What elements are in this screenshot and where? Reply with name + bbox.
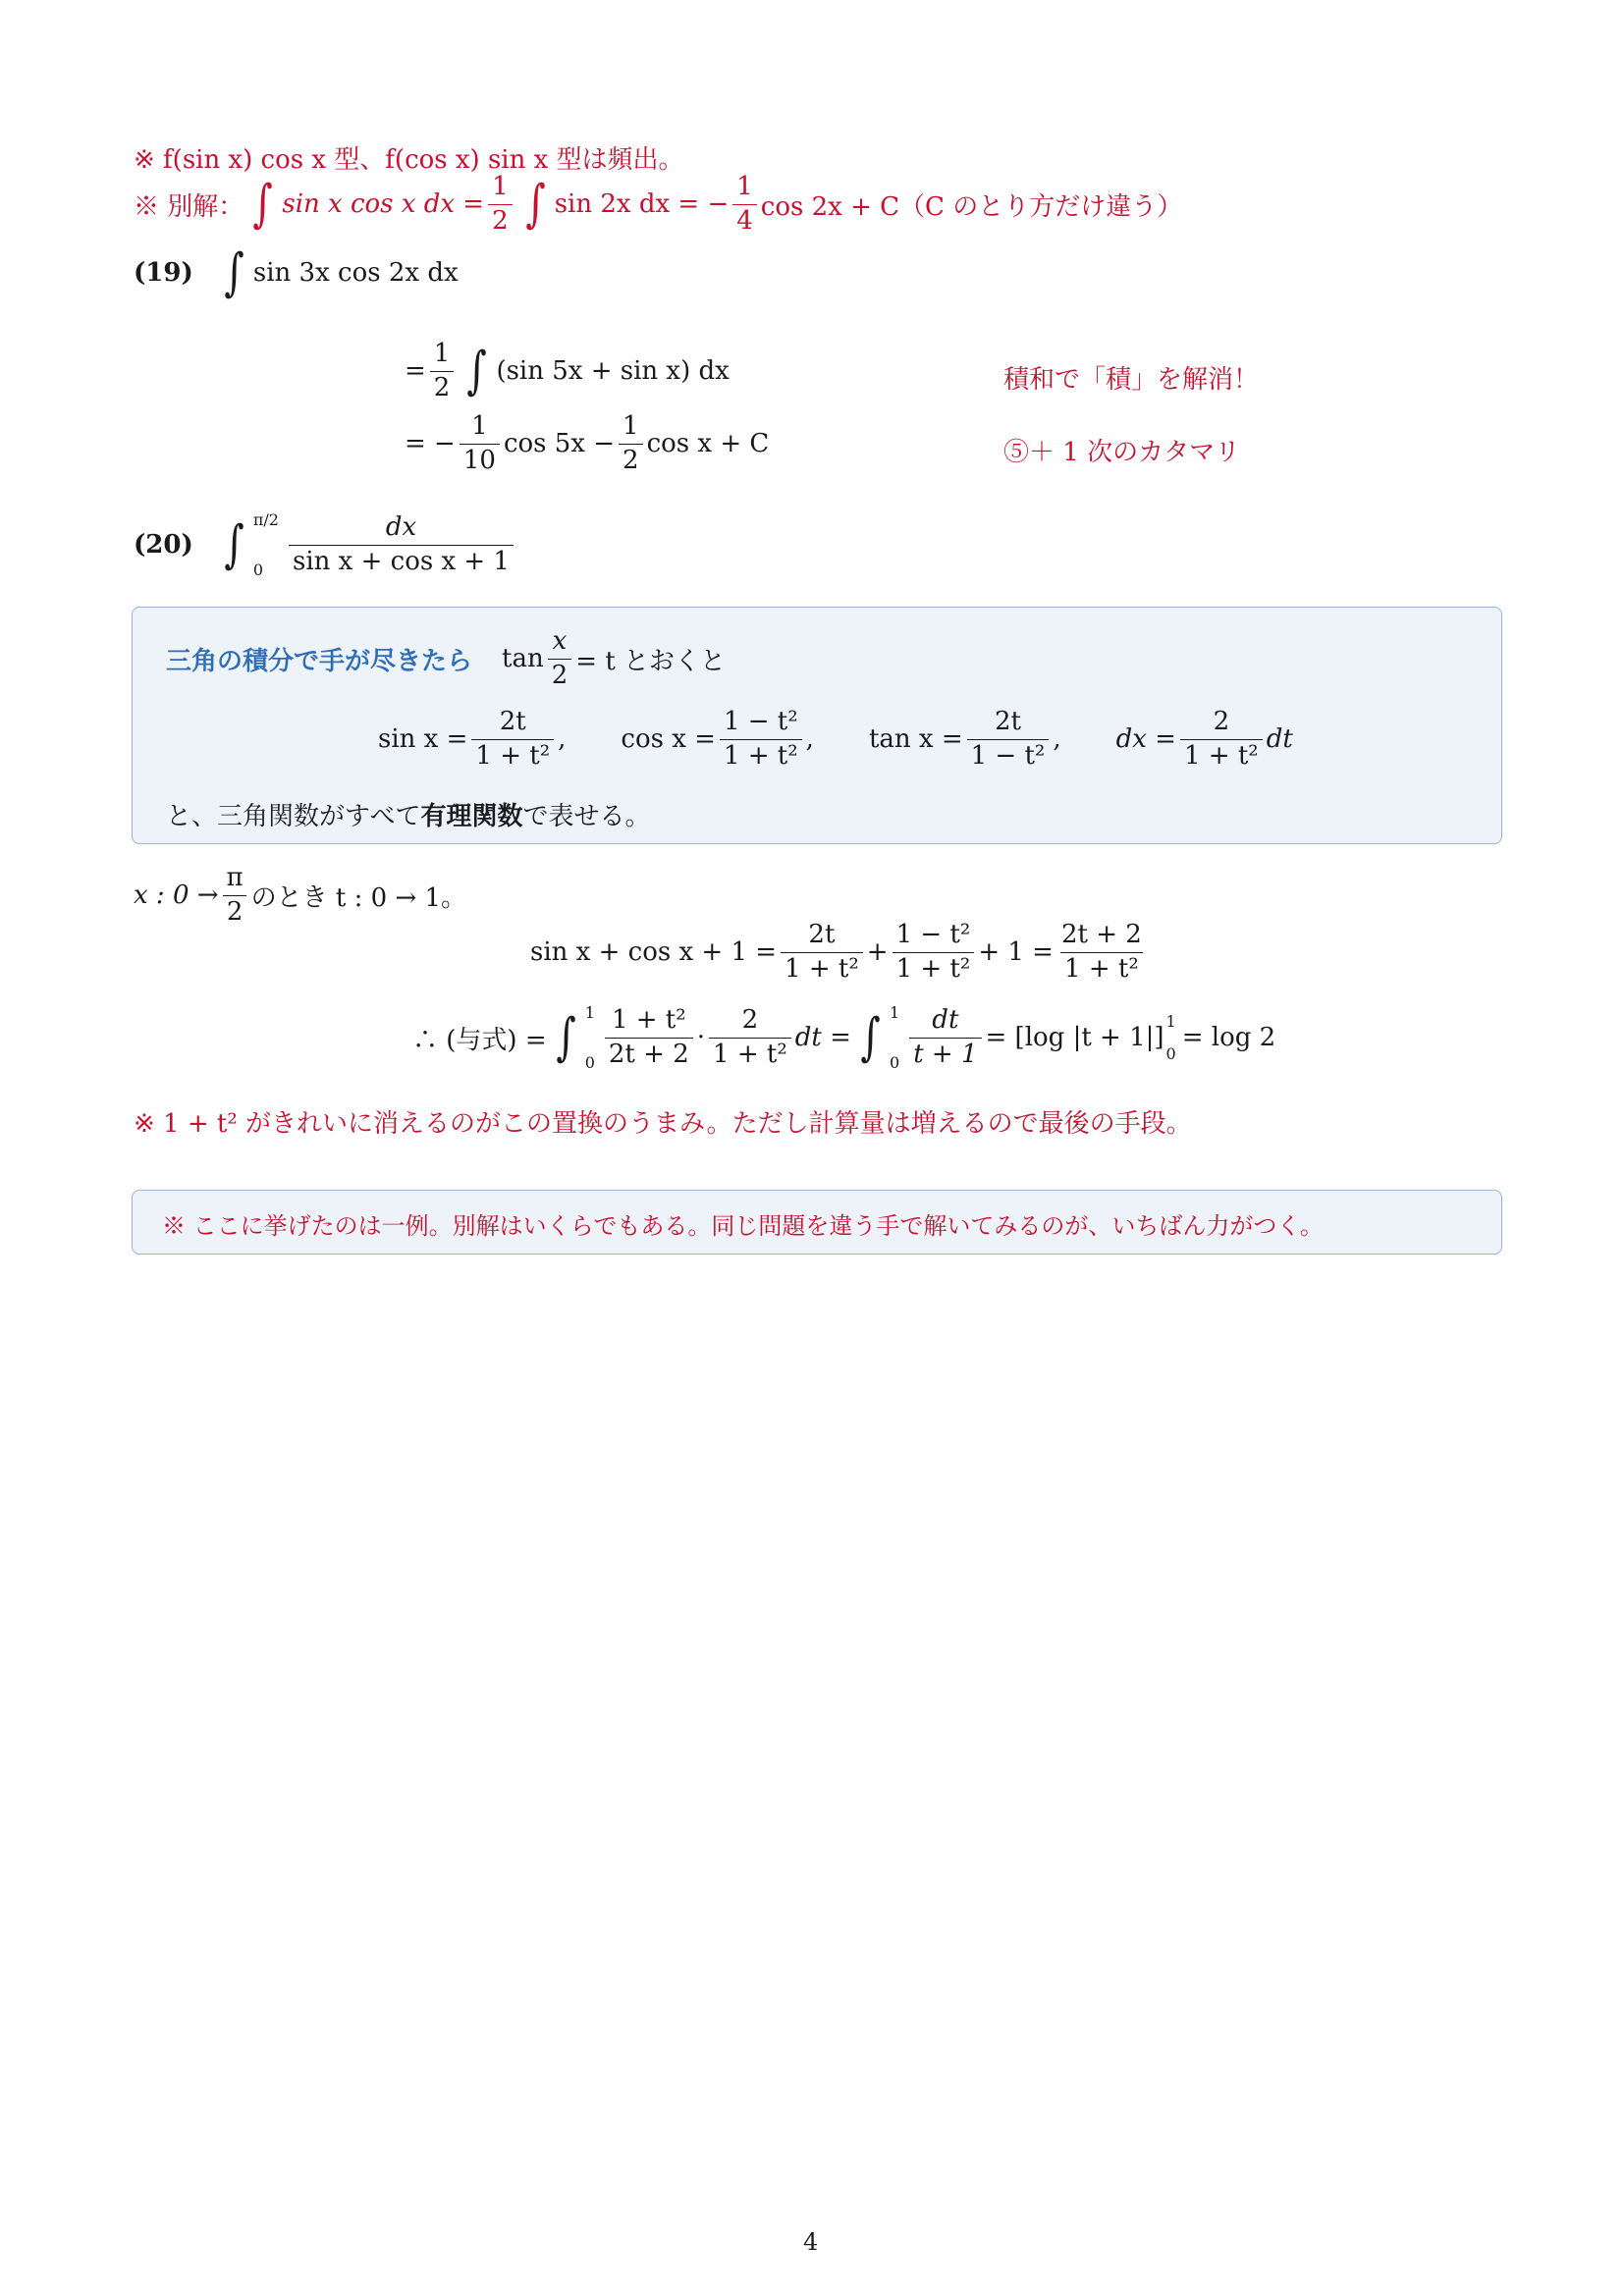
frac-den: 1 + t² bbox=[709, 1038, 791, 1070]
problem-19-step1 bbox=[405, 340, 730, 403]
range-suffix: のとき t : 0 → 1。 bbox=[250, 882, 467, 913]
eq1-frac3 bbox=[1057, 921, 1146, 985]
frac-num: 1 bbox=[433, 339, 451, 368]
step1-frac bbox=[430, 340, 455, 403]
eq2-limits-1 bbox=[585, 1003, 595, 1072]
problem-20-limits bbox=[253, 510, 279, 579]
problem-19-heading bbox=[134, 243, 459, 302]
frac-den: sin x + cos x + 1 bbox=[289, 545, 514, 577]
frac-den: 1 + t² bbox=[781, 952, 863, 985]
frac-den: 4 bbox=[732, 204, 757, 237]
frac-num: 1 + t² bbox=[611, 1004, 686, 1035]
frac-num: 2t bbox=[808, 920, 836, 949]
eq2-limits-3 bbox=[1166, 1012, 1176, 1063]
integral-sign-icon: ∫ bbox=[224, 515, 244, 574]
eq2-dt: dt = bbox=[794, 1023, 851, 1052]
frac-den: 1 + t² bbox=[1060, 952, 1143, 985]
frac-den: 1 + t² bbox=[720, 739, 802, 772]
note-frequent-forms bbox=[134, 139, 684, 176]
eq1-plus: + bbox=[866, 937, 889, 968]
note-frequent-forms-text: ※ f(sin x) cos x 型、f(cos x) sin x 型は頻出。 bbox=[134, 145, 684, 175]
step2-frac2 bbox=[619, 412, 643, 476]
step2-note: ⑤＋ 1 次のカタマリ bbox=[1003, 438, 1241, 467]
eq1-lhs: sin x + cos x + 1 = bbox=[530, 937, 778, 968]
frac-num: π bbox=[226, 863, 244, 892]
range-prefix: x : 0 → bbox=[134, 881, 219, 911]
upper-limit: 1 bbox=[1165, 1012, 1176, 1031]
frac-den: t + 1 bbox=[909, 1038, 981, 1070]
frac-den: 1 + t² bbox=[893, 952, 975, 985]
lower-limit: 0 bbox=[584, 1053, 595, 1072]
eq2-frac1 bbox=[605, 1006, 693, 1070]
step2-tail: cos x + C bbox=[646, 429, 770, 459]
tip-title-row bbox=[166, 627, 726, 691]
integral-sign-icon: ∫ bbox=[555, 1008, 576, 1067]
note-alternative-solution bbox=[134, 173, 1182, 237]
step2-eq: = − bbox=[405, 429, 456, 459]
problem-19-integrand: sin 3x cos 2x dx bbox=[252, 258, 459, 288]
frac-den: 1 − t² bbox=[967, 739, 1050, 772]
lower-limit: 0 bbox=[1165, 1044, 1176, 1063]
frac-num: 1 bbox=[471, 411, 488, 441]
solution-eq2 bbox=[412, 1003, 1275, 1072]
frac-num: 1 − t² bbox=[895, 920, 971, 949]
frac-num: 2 bbox=[741, 1004, 759, 1035]
upper-limit: π/2 bbox=[252, 510, 279, 529]
integral-sign-icon: ∫ bbox=[466, 342, 488, 401]
frac-den: 2t + 2 bbox=[605, 1038, 693, 1070]
dx-tail: dt bbox=[1266, 724, 1293, 755]
frac-num: 2t + 2 bbox=[1060, 920, 1142, 949]
eq1-plus1: + 1 = bbox=[978, 937, 1054, 968]
upper-limit: 1 bbox=[890, 1003, 900, 1022]
frac-den: 10 bbox=[460, 444, 500, 476]
eq1-frac1 bbox=[781, 921, 863, 985]
integral-sign-icon: ∫ bbox=[524, 175, 546, 235]
dx-label: dx = bbox=[1115, 724, 1176, 755]
lower-limit: 0 bbox=[890, 1053, 900, 1072]
frac-den: 2 bbox=[548, 659, 572, 691]
note-alt-prefix: ※ 別解： bbox=[134, 191, 244, 222]
footer-note-box bbox=[132, 1190, 1502, 1255]
tip-conclusion bbox=[166, 796, 651, 832]
solution-eq1 bbox=[530, 921, 1150, 985]
eq1-frac2 bbox=[893, 921, 975, 985]
solution-range bbox=[134, 864, 466, 928]
step2-frac1 bbox=[460, 412, 500, 476]
frac-num: 2 bbox=[1213, 707, 1230, 736]
frac-num: dt bbox=[932, 1004, 959, 1035]
comma: , bbox=[805, 724, 814, 755]
step2-mid: cos 5x − bbox=[503, 429, 616, 459]
frac-num: 2t bbox=[994, 707, 1021, 736]
step1-eq: = bbox=[405, 356, 426, 387]
frac-den: 2 bbox=[430, 371, 455, 403]
cos-frac bbox=[720, 708, 802, 772]
page-number: 4 bbox=[803, 2228, 819, 2256]
dx-frac bbox=[1180, 708, 1263, 772]
frac-num: x bbox=[552, 626, 568, 656]
note-alt-quarter bbox=[732, 173, 757, 237]
step1-body: (sin 5x + sin x) dx bbox=[496, 356, 730, 387]
frac-num: 1 bbox=[623, 411, 639, 441]
frac-den: 2 bbox=[619, 444, 643, 476]
integral-sign-icon: ∫ bbox=[224, 243, 244, 302]
eq2-result: = log 2 bbox=[1181, 1023, 1276, 1052]
solution-note: ※ 1 + t² がきれいに消えるのがこの置換のうまみ。ただし計算量は増えるので最後の手段。 bbox=[134, 1109, 1192, 1139]
lower-limit: 0 bbox=[252, 561, 264, 579]
tip-box bbox=[132, 607, 1502, 844]
subst-prefix: tan bbox=[502, 644, 544, 674]
tan-label: tan x = bbox=[868, 724, 963, 755]
frac-den: 1 + t² bbox=[471, 739, 554, 772]
sin-frac bbox=[471, 708, 554, 772]
subst-suffix: = t とおくと bbox=[575, 646, 727, 676]
frac-num: 1 bbox=[736, 172, 753, 201]
frac-den: 2 bbox=[223, 895, 247, 928]
frac-num: 1 bbox=[492, 172, 509, 201]
eq2-prefix: ∴ (与式) = bbox=[412, 1025, 547, 1055]
eq2-limits-2 bbox=[890, 1003, 899, 1072]
sin-label: sin x = bbox=[378, 724, 468, 755]
conclusion-pre: と、三角関数がすべて bbox=[166, 802, 421, 831]
note-alt-expr: sin x cos x dx = bbox=[282, 189, 485, 220]
frac-den: 1 + t² bbox=[1180, 739, 1263, 772]
range-frac bbox=[223, 864, 247, 928]
eq2-frac2 bbox=[709, 1006, 791, 1070]
frac-num: 2t bbox=[499, 707, 526, 736]
problem-20-heading bbox=[134, 510, 517, 579]
integral-sign-icon: ∫ bbox=[860, 1008, 881, 1067]
problem-20-integrand bbox=[289, 513, 514, 577]
eq2-dot: · bbox=[696, 1023, 706, 1052]
subst-frac bbox=[548, 627, 572, 691]
note-alt-half bbox=[488, 173, 513, 237]
problem-19-step2 bbox=[405, 412, 769, 476]
comma: , bbox=[558, 724, 567, 755]
note-alt-tail: cos 2x + C（C のとり方だけ違う） bbox=[760, 191, 1183, 222]
frac-den: 2 bbox=[488, 204, 513, 237]
frac-num: 1 − t² bbox=[723, 707, 798, 736]
integral-sign-icon: ∫ bbox=[252, 175, 273, 235]
eq2-bracket: = [log |t + 1|] bbox=[985, 1023, 1164, 1052]
conclusion-post: で表せる。 bbox=[522, 802, 651, 831]
cos-label: cos x = bbox=[621, 724, 716, 755]
footer-note-text: ※ ここに挙げたのは一例。別解はいくらでもある。同じ問題を違う手で解いてみるのが、いちばん力がつく。 bbox=[162, 1212, 1324, 1240]
note-alt-mid: sin 2x dx = − bbox=[554, 189, 730, 220]
tip-title: 三角の積分で手が尽きたら bbox=[166, 646, 473, 676]
comma: , bbox=[1053, 724, 1061, 755]
eq2-frac3 bbox=[909, 1006, 981, 1070]
step1-note: 積和で「積」を解消！ bbox=[1003, 365, 1260, 395]
tip-formulas bbox=[378, 708, 1293, 772]
problem-19-number: (19) bbox=[134, 258, 193, 288]
frac-num: dx bbox=[385, 511, 417, 542]
problem-20-number: (20) bbox=[134, 530, 193, 560]
conclusion-bold: 有理関数 bbox=[420, 802, 523, 831]
tan-frac bbox=[967, 708, 1050, 772]
upper-limit: 1 bbox=[584, 1003, 595, 1022]
